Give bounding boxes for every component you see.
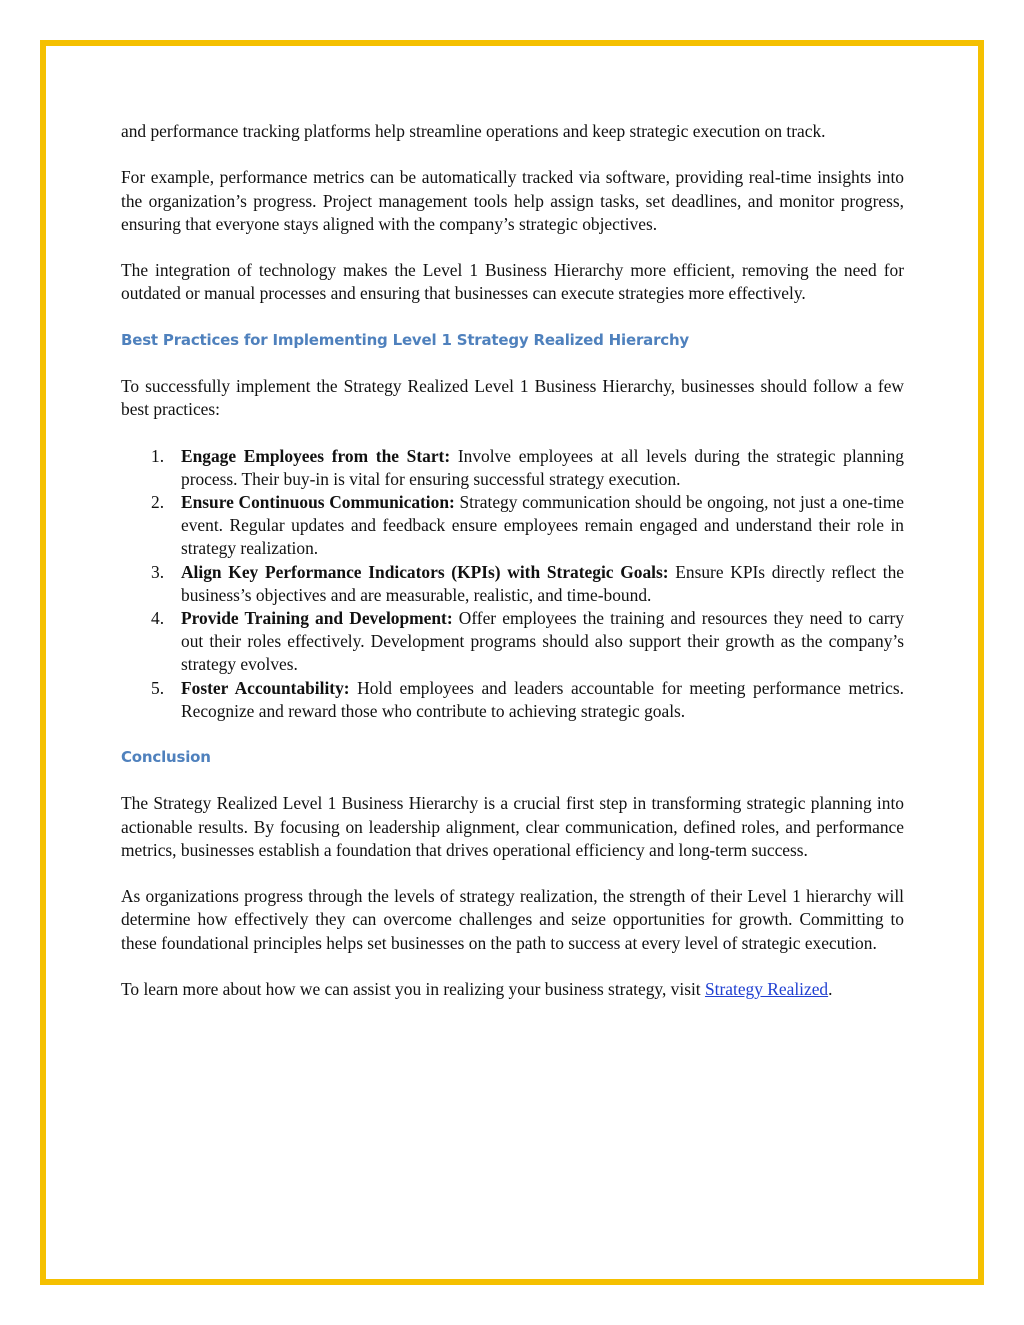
list-item-text: Hold employees and leaders accountable for meeting performance metrics. Recognize and reward those who contribute to achieving strategic goals. — [181, 677, 904, 721]
best-practices-intro: To successfully implement the Strategy Realized Level 1 Business Hierarchy, businesses should follow a few best practices: — [121, 375, 904, 420]
list-number: 5. — [151, 677, 165, 698]
conclusion-heading: Conclusion — [121, 748, 211, 767]
list-item-title: Ensure Continuous Communication: — [181, 491, 455, 512]
list-number: 3. — [151, 561, 165, 582]
paragraph-technology-integration: The integration of technology makes the Level 1 Business Hierarchy more efficient, removing the need for outdated or manual processes and ensuring that businesses can execute strategies more effectively. — [121, 260, 904, 304]
list-item-title: Engage Employees from the Start: — [181, 445, 451, 466]
paragraph-tracking-platforms: and performance tracking platforms help streamline operations and keep strategic execution on track. — [121, 121, 826, 141]
list-number: 1. — [151, 445, 165, 466]
strategy-realized-link[interactable]: Strategy Realized — [704, 978, 829, 999]
list-item-text: Offer employees the training and resources they need to carry out their roles effectively. Development programs should also support their growth as the company’s strategy evolves. — [181, 607, 904, 675]
list-number: 4. — [151, 607, 165, 628]
call-to-action-paragraph — [121, 978, 904, 1001]
call-to-action-text: To learn more about how we can assist you in realizing your business strategy, visit — [121, 978, 705, 999]
list-item — [121, 607, 904, 677]
document-body — [121, 120, 904, 1024]
list-item-text: Involve employees at all levels during the strategic planning process. Their buy-in is vital for ensuring successful strategy execution. — [181, 445, 904, 489]
paragraph-performance-metrics: For example, performance metrics can be automatically tracked via software, providing real-time insights into the organization’s progress. Project management tools help assign tasks, set deadlines, and monitor progress, ensuring that everyone stays aligned with the company’s strategic objectives. — [121, 167, 904, 234]
list-item-text: Ensure KPIs directly reflect the business’s objectives and are measurable, realistic, and time-bound. — [181, 561, 904, 605]
list-item-title: Provide Training and Development: — [181, 607, 453, 628]
list-item — [121, 445, 904, 491]
list-number: 2. — [151, 491, 165, 512]
call-to-action-end: . — [828, 978, 833, 999]
list-item-text: Strategy communication should be ongoing, not just a one-time event. Regular updates and feedback ensure employees remain engaged and understand their role in strategy realization. — [181, 491, 905, 559]
list-item-title: Foster Accountability: — [181, 677, 350, 698]
list-item-title: Align Key Performance Indicators (KPIs) with Strategic Goals: — [181, 561, 669, 582]
list-item — [121, 677, 904, 723]
best-practices-heading: Best Practices for Implementing Level 1 Strategy Realized Hierarchy — [121, 330, 690, 349]
list-item — [121, 561, 904, 607]
list-item — [121, 491, 904, 561]
conclusion-paragraph-2: As organizations progress through the levels of strategy realization, the strength of their Level 1 hierarchy will determine how effectively they can overcome challenges and seize opportunities for growth. Committing to these foundational principles helps set businesses on the path to success at every level of strategic execution. — [121, 886, 904, 953]
conclusion-paragraph-1: The Strategy Realized Level 1 Business Hierarchy is a crucial first step in transforming strategic planning into actionable results. By focusing on leadership alignment, clear communication, defined roles, and performance metrics, businesses establish a foundation that drives operational efficiency and long-term success. — [121, 793, 904, 860]
best-practices-list — [121, 445, 904, 723]
